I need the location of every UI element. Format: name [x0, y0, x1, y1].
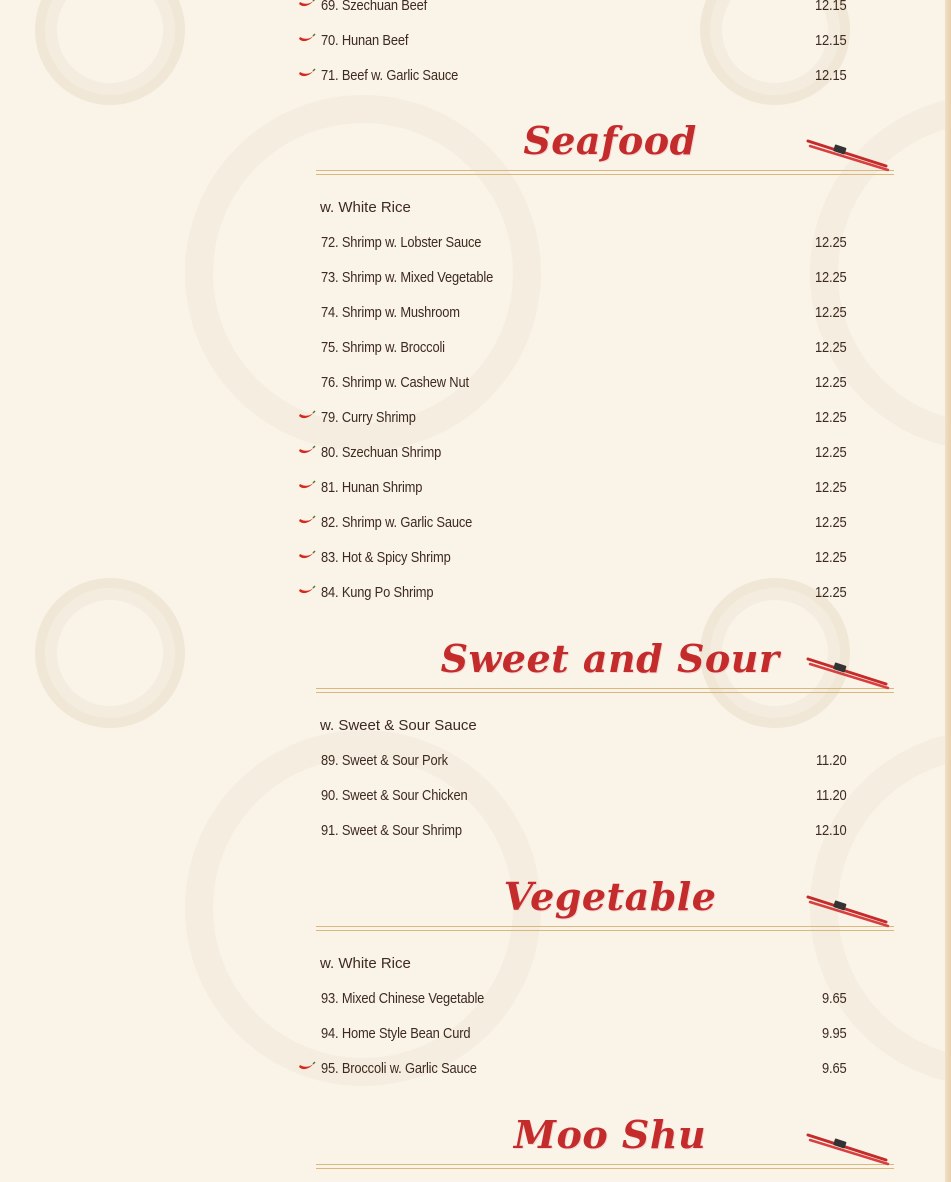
chili-pepper-icon	[298, 33, 316, 43]
menu-item-price: 12.15	[815, 67, 847, 84]
menu-item-name: 90. Sweet & Sour Chicken	[321, 787, 468, 804]
menu-item-name: 82. Shrimp w. Garlic Sauce	[321, 514, 473, 531]
menu-item	[321, 302, 847, 326]
menu-item-name: 79. Curry Shrimp	[321, 409, 416, 426]
section-title: Vegetable	[503, 874, 717, 919]
chopsticks-icon	[806, 1130, 890, 1166]
menu-item-price: 12.25	[815, 444, 847, 461]
menu-item-name: 72. Shrimp w. Lobster Sauce	[321, 234, 482, 251]
menu-item-price: 12.25	[815, 514, 847, 531]
section-title: Sweet and Sour	[440, 636, 780, 681]
chopsticks-icon	[806, 892, 890, 928]
menu-item	[321, 477, 847, 501]
section-subtitle: w. Sweet & Sour Sauce	[320, 717, 477, 734]
section-subtitle: w. White Rice	[320, 199, 411, 216]
menu-item	[321, 407, 847, 431]
menu-item-price: 12.10	[815, 822, 847, 839]
menu-item-price: 12.15	[815, 32, 847, 49]
menu-item	[321, 30, 847, 54]
menu-item-price: 12.25	[815, 374, 847, 391]
menu-item	[321, 372, 847, 396]
menu-item-price: 12.25	[815, 584, 847, 601]
chili-pepper-icon	[298, 515, 316, 525]
menu-item	[321, 820, 847, 844]
menu-item-name: 95. Broccoli w. Garlic Sauce	[321, 1060, 477, 1077]
menu-item-name: 89. Sweet & Sour Pork	[321, 752, 448, 769]
menu-item	[321, 1023, 847, 1047]
menu-item	[321, 547, 847, 571]
menu-item-price: 12.25	[815, 234, 847, 251]
menu-item-price: 9.65	[822, 990, 847, 1007]
menu-item-price: 11.20	[815, 787, 847, 804]
menu-item-name: 74. Shrimp w. Mushroom	[321, 304, 460, 321]
chili-pepper-icon	[298, 445, 316, 455]
section-title: Moo Shu	[513, 1112, 707, 1157]
menu-item-name: 93. Mixed Chinese Vegetable	[321, 990, 485, 1007]
section-subtitle: w. White Rice	[320, 955, 411, 972]
menu-item-price: 12.15	[815, 0, 847, 14]
menu-item-name: 81. Hunan Shrimp	[321, 479, 423, 496]
menu-item-price: 12.25	[815, 304, 847, 321]
menu-item-name: 76. Shrimp w. Cashew Nut	[321, 374, 469, 391]
menu-item-price: 9.65	[822, 1060, 847, 1077]
menu-item-name: 70. Hunan Beef	[321, 32, 409, 49]
menu-item	[321, 988, 847, 1012]
menu-item-name: 75. Shrimp w. Broccoli	[321, 339, 445, 356]
menu-item	[321, 442, 847, 466]
menu-item-price: 12.25	[815, 409, 847, 426]
menu-item	[321, 337, 847, 361]
menu-item-name: 71. Beef w. Garlic Sauce	[321, 67, 459, 84]
menu-item-price: 12.25	[815, 549, 847, 566]
menu-item-price: 12.25	[815, 339, 847, 356]
menu-item-name: 84. Kung Po Shrimp	[321, 584, 434, 601]
chili-pepper-icon	[298, 480, 316, 490]
chili-pepper-icon	[298, 1061, 316, 1071]
menu-item	[321, 65, 847, 89]
chili-pepper-icon	[298, 585, 316, 595]
menu-item-price: 12.25	[815, 479, 847, 496]
menu-item	[321, 582, 847, 606]
menu-item-name: 80. Szechuan Shrimp	[321, 444, 442, 461]
menu-item	[321, 0, 847, 19]
menu-item-name: 69. Szechuan Beef	[321, 0, 428, 14]
menu-item-name: 83. Hot & Spicy Shrimp	[321, 549, 451, 566]
chili-pepper-icon	[298, 68, 316, 78]
menu-item-name: 94. Home Style Bean Curd	[321, 1025, 471, 1042]
menu-item-price: 11.20	[815, 752, 847, 769]
menu-item-price: 12.25	[815, 269, 847, 286]
menu-item	[321, 232, 847, 256]
menu-item	[321, 785, 847, 809]
menu-item-name: 91. Sweet & Sour Shrimp	[321, 822, 462, 839]
menu-item	[321, 267, 847, 291]
chopsticks-icon	[806, 136, 890, 172]
section-title: Seafood	[523, 118, 697, 163]
menu-item	[321, 750, 847, 774]
chili-pepper-icon	[298, 0, 316, 8]
menu-item-price: 9.95	[822, 1025, 847, 1042]
chili-pepper-icon	[298, 410, 316, 420]
chili-pepper-icon	[298, 550, 316, 560]
menu-item-name: 73. Shrimp w. Mixed Vegetable	[321, 269, 494, 286]
chopsticks-icon	[806, 654, 890, 690]
menu-item	[321, 1058, 847, 1082]
menu-item	[321, 512, 847, 536]
